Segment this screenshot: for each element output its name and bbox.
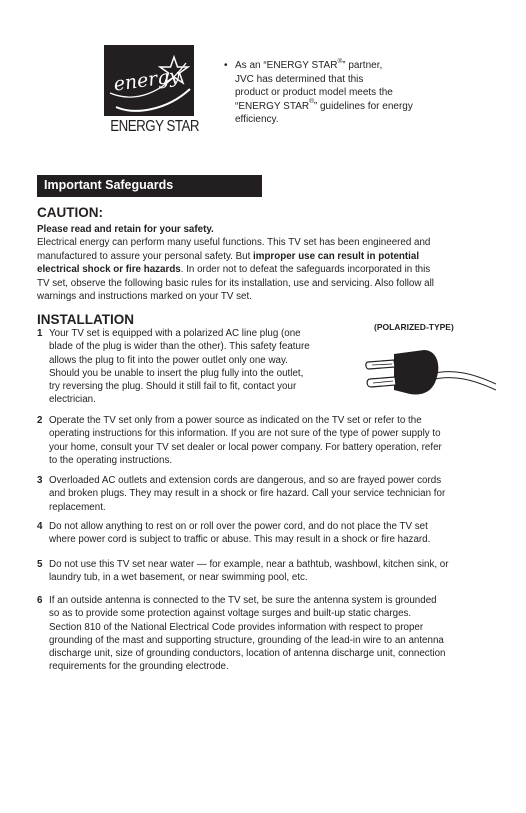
banner-title: Important Safeguards — [44, 178, 174, 192]
item-line: blade of the plug is wider than the other). This safety feature — [49, 341, 310, 353]
caution-line-1: Electrical energy can perform many useful functions. This TV set has been engineered and — [37, 237, 431, 249]
item-line: Should you be unable to insert the plug fully into the outlet, — [49, 367, 304, 379]
item-line: Do not use this TV set near water — for example, near a bathtub, washbowl, kitchen sink, or — [49, 559, 449, 570]
item-line: where power cord is subject to traffic or abuse. This may result in a shock or fire hazard. — [49, 534, 431, 546]
item-line: laundry tub, in a wet basement, or near swimming pool, etc. — [49, 572, 308, 584]
energy-star-logo — [104, 45, 199, 142]
item-line: Your TV set is equipped with a polarized AC line plug (one — [49, 328, 301, 339]
item-line: electrician. — [49, 394, 96, 406]
item-line: Section 810 of the National Electrical Code provides information with respect to proper — [49, 621, 424, 633]
item-line: requirements for the grounding electrode. — [49, 661, 229, 673]
item-number: 3 — [37, 475, 43, 486]
item-line: replacement. — [49, 501, 106, 513]
installation-heading: INSTALLATION — [37, 312, 134, 327]
energy-script: energy — [112, 64, 182, 96]
item-line: If an outside antenna is connected to the TV set, be sure the antenna system is grounded — [49, 595, 437, 606]
item-line: Overloaded AC outlets and extension cords are dangerous, and so are frayed power cords — [49, 475, 442, 486]
item-line: grounding of the mast and supporting structure, grounding of the lead-in wire to an antenna — [49, 634, 444, 646]
partner-line-1: As an “ENERGY STAR®” partner, — [235, 57, 383, 71]
item-line: Do not allow anything to rest on or roll over the power cord, and do not place the TV set — [49, 521, 428, 532]
energy-star-wordmark: ENERGY STAR — [110, 118, 199, 135]
partner-line-2: JVC has determined that this — [235, 73, 364, 85]
item-number: 6 — [37, 595, 43, 606]
item-line: and broken plugs. They may result in a shock or fire hazard. Call your service technician for — [49, 488, 446, 500]
item-line: so as to provide some protection against voltage surges and built-up static charges. — [49, 608, 412, 620]
caution-lead: Please read and retain for your safety. — [37, 224, 214, 235]
bullet: • — [224, 60, 228, 71]
energy-star-emblem-graphic — [104, 45, 194, 116]
section-banner — [37, 175, 262, 197]
item-line: discharge unit, size of grounding conductors, location of antenna discharge unit, connection — [49, 648, 446, 660]
item-line: operating instructions for this information. If you are not sure of the type of power supply to — [49, 428, 441, 440]
partner-line-5: efficiency. — [235, 114, 279, 125]
item-line: try reversing the plug. Should it still fail to fit, contact your — [49, 381, 297, 393]
polarized-plug-illustration — [364, 340, 496, 410]
item-number: 4 — [37, 521, 43, 532]
caution-line-2: manufactured to assure your personal safety. But improper use can result in potential — [37, 250, 420, 262]
item-line: your home, consult your TV set dealer or local power company. For battery operation, refer — [49, 441, 442, 453]
item-line: allows the plug to fit into the power outlet only one way. — [49, 354, 288, 366]
caution-heading: CAUTION: — [37, 205, 103, 220]
caution-line-4: TV set, observe the following basic rules for its installation, use and servicing. Also follow all — [37, 277, 434, 289]
item-line: to the operating instructions. — [49, 454, 173, 466]
item-number: 5 — [37, 559, 43, 570]
plug-label: (POLARIZED-TYPE) — [374, 322, 454, 332]
caution-line-3: electrical shock or fire hazards. In order not to defeat the safeguards incorporated in this — [37, 264, 431, 276]
caution-line-5: warnings and instructions marked on your TV set. — [37, 291, 252, 303]
energy-star-emblem — [104, 45, 194, 116]
partner-line-3: product or product model meets the — [235, 87, 393, 98]
partner-line-4: “ENERGY STAR®” guidelines for energy — [235, 98, 413, 112]
item-number: 1 — [37, 328, 43, 339]
caution-paragraph — [37, 223, 497, 303]
item-line: Operate the TV set only from a power source as indicated on the TV set or refer to the — [49, 415, 422, 426]
item-number: 2 — [37, 415, 43, 426]
